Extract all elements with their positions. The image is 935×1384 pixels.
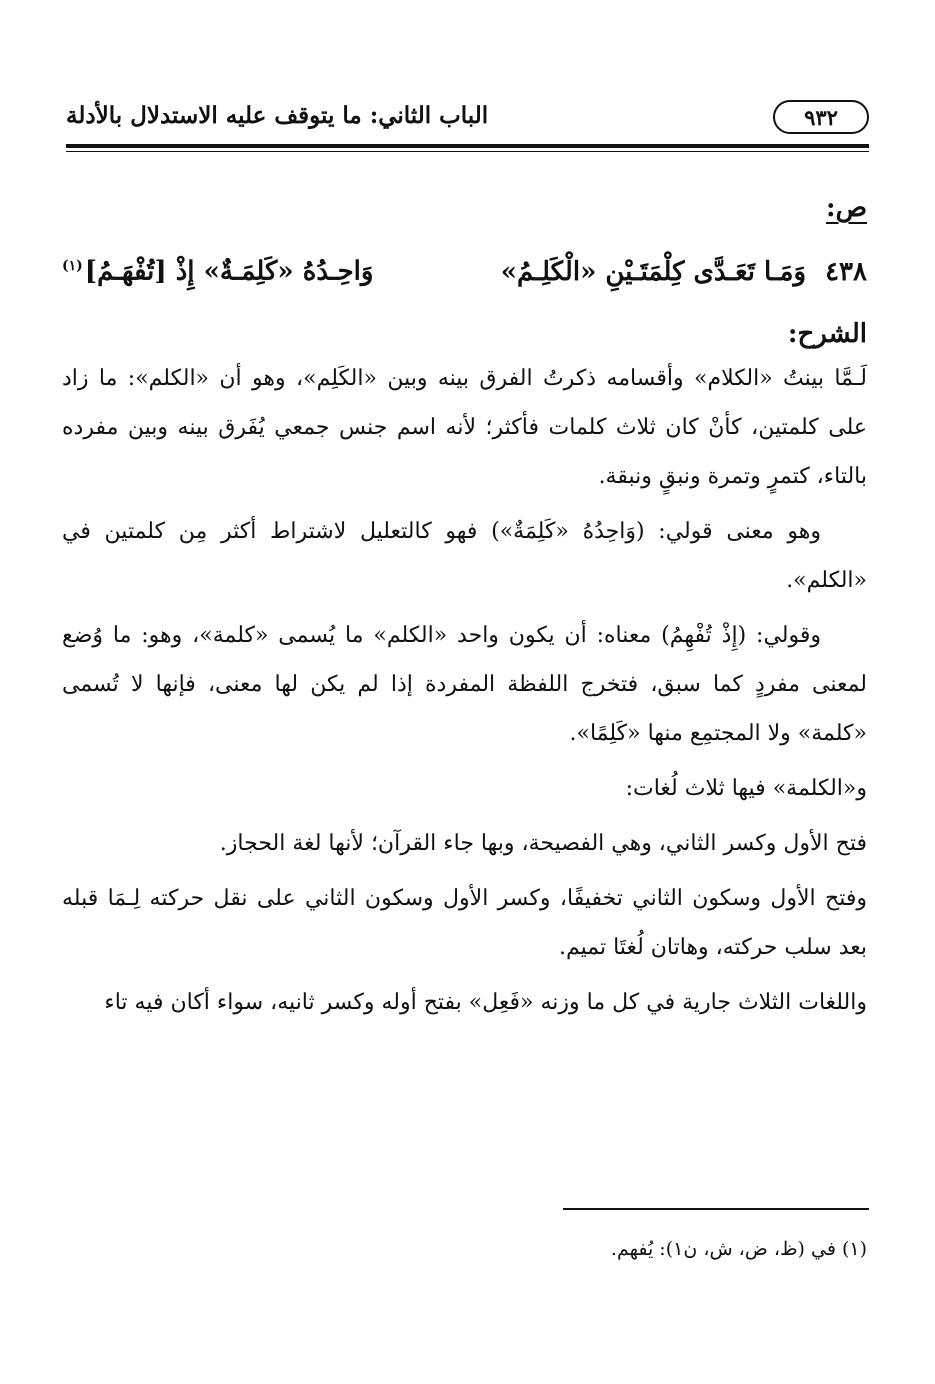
verse-first-hemistich [501,250,867,294]
page-number: ٩٣٢ [804,104,838,130]
chapter-title: الباب الثاني: ما يتوقف عليه الاستدلال بالأدلة [66,102,489,129]
matn-label: ص: [825,193,867,223]
verse-second-hemistich [62,244,373,294]
paragraph: وقولي: (إِذْ تُفْهِمُ) معناه: أن يكون واحد «الكلم» ما يُسمى «كلمة»، وهو: ما وُضع لمعنى مفردٍ كما سبق، فتخرج اللفظة المفردة إذا لم يكن لها معنى، فإنها لا تُسمى «كلمة» ولا المجتمِع منها «كَلِمًا». [62,622,867,746]
footnote-divider [563,1208,869,1210]
paragraph: وهو معنى قولي: (وَاحِدُهُ «كَلِمَةٌ») فهو كالتعليل لاشتراط أكثر مِن كلمتين في «الكلم». [62,518,867,593]
header-divider-thick [66,144,869,148]
header-divider-thin [66,151,869,152]
hemistich-2-text: وَاحِـدُهُ «كَلِمَـةٌ» إِذْ [تُفْهَـمُ] [84,256,374,287]
page-content [62,188,867,1033]
verse-line [62,244,867,294]
paragraph: واللغات الثلاث جارية في كل ما وزنه «فَعِل» بفتح أوله وكسر ثانيه، سواء أكان فيه تاء [104,989,867,1015]
verse-number: ٤٣٨ [825,256,867,287]
paragraph: وفتح الأول وسكون الثاني تخفيفًا، وكسر الأول وسكون الثاني على نقل حركته لِـمَا قبله بعد سلب حركته، وهاتان لُغتَا تميم. [62,885,867,960]
running-header [66,96,869,144]
paragraph: و«الكلمة» فيها ثلاث لُغات: [625,775,867,801]
paragraph: لَـمَّا بينتُ «الكلام» وأقسامه ذكرتُ الفرق بينه وبين «الكَلِم»، وهو أن «الكلم»: ما زاد على كلمتين، كأنْ كان ثلاث كلمات فأكثر؛ لأنه اسم جنس جمعي يُفَرق بينه وبين مفرده بالتاء، كتمرٍ وتمرة ونبقٍ ونبقة. [62,365,867,489]
sharh-label: الشرح: [787,318,867,349]
paragraph: فتح الأول وكسر الثاني، وهي الفصيحة، وبها جاء القرآن؛ لأنها لغة الحجاز. [219,830,867,856]
footnote: (١) في (ظ، ض، ش، ن١): يُفهم. [610,1238,867,1260]
hemistich-1-text: وَمَـا تَعَـدَّى كِلْمَتَـيْنِ «الْكَلِـمُ» [500,256,807,287]
page-number-badge [773,100,869,134]
footnote-marker: (١) [62,258,83,274]
